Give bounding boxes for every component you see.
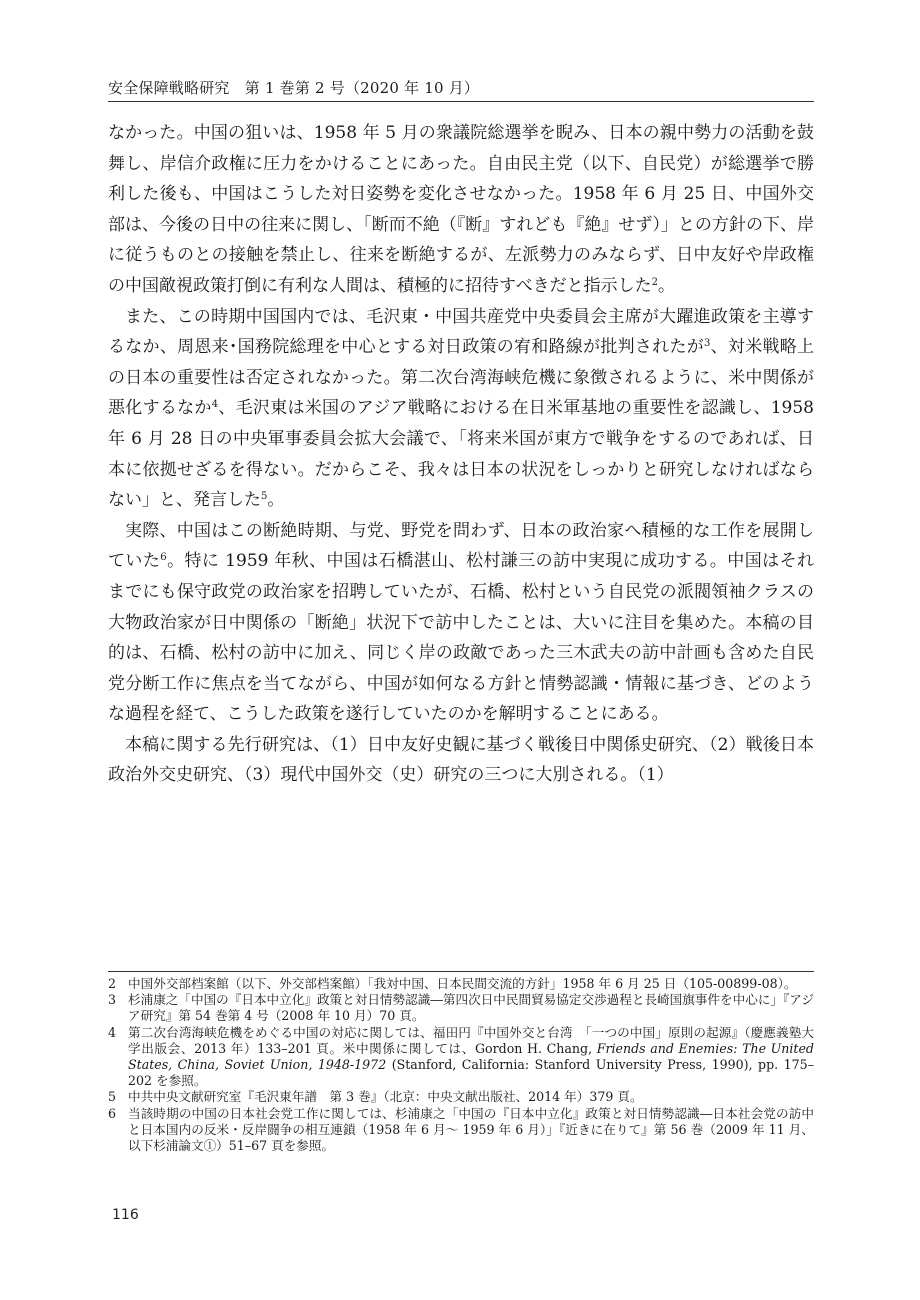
text-span: 当該時期の中国の日本社会党工作に関しては、杉浦康之「中国の『日本中立化』政策と対日情勢認識―日本社会党の訪中と日本国内の反米・反岸闘争の相互連鎖（1958 年 6 月～ 1959 年 6 月）」『近きに在りて』第 56 巻（2009 年 11 月、以下杉浦論文①）51–67 頁を参照。 xyxy=(128,1105,814,1154)
page-number: 116 xyxy=(112,1207,139,1223)
paragraph xyxy=(108,516,814,730)
footnote-text xyxy=(128,992,814,1024)
footnote-ref[interactable]: 2 xyxy=(651,276,659,288)
text-span: 第二次台湾海峡危機をめぐる中国の対応に関しては、福田円『中国外交と台湾 「一つの中国」原則の起源』（慶應義塾大学出版会、2013 年）133–201 頁。米中関係に関しては、Gordon H. Chang, xyxy=(128,1024,814,1056)
text-span: 。 xyxy=(267,490,285,511)
footnote-text xyxy=(128,1025,814,1090)
text-span: (Stanford, California: Stanford University Press, 1990), pp. 175–202 を参照。 xyxy=(128,1057,814,1089)
text-span: 。 xyxy=(658,275,676,296)
text-span: 中国外交部档案館（以下、外交部档案館）「我対中国、日本民間交流的方針」1958 年 6 月 25 日（105-00899-08）。 xyxy=(128,976,797,991)
footnote-ref[interactable]: 6 xyxy=(160,552,167,564)
paragraph xyxy=(108,118,814,302)
footnote-ref[interactable]: 5 xyxy=(261,491,268,503)
footnotes xyxy=(108,976,814,1154)
book-title: Friends and Enemies: The United States, China, Soviet Union, 1948-1972 xyxy=(128,1040,814,1073)
running-header: 安全保障戦略研究 第 1 巻第 2 号（2020 年 10 月） xyxy=(108,79,480,97)
footnote-number: 3 xyxy=(108,992,117,1008)
text-span: また、この時期中国国内では、毛沢東・中国共産党中央委員会主席が大躍進政策を主導するなか、周恩来･国務院総理を中心とする対日政策の宥和路線が批判されたが xyxy=(108,306,814,358)
footnote-text xyxy=(128,976,814,992)
footnote-number: 4 xyxy=(108,1024,117,1040)
footnote-number: 6 xyxy=(108,1105,117,1121)
footnote xyxy=(108,1025,814,1090)
text-span: 、毛沢東は米国のアジア戦略における在日米軍基地の重要性を認識し、1958 年 6 月 28 日の中央軍事委員会拡大会議で、「将来米国が東方で戦争をするのであれば、日本に依拠せざるを得ない。だからこそ、我々は日本の状況をしっかりと研究しなければならない」と、発言した xyxy=(108,398,814,511)
footnote-text xyxy=(128,1089,814,1105)
footnote-number: 2 xyxy=(108,976,117,991)
text-span: 中共中央文献研究室『毛沢東年譜 第 3 巻』（北京：中央文献出版社、2014 年）379 頁。 xyxy=(128,1089,643,1105)
text-span: 実際、中国はこの断絶時期、与党、野党を問わず、日本の政治家へ積極的な工作を展開していた xyxy=(108,520,814,572)
footnote-rule xyxy=(108,971,814,972)
footnote-number: 5 xyxy=(108,1089,117,1105)
footnote xyxy=(108,976,814,992)
footnote xyxy=(108,1106,814,1155)
body-text xyxy=(108,118,814,791)
text-span: 本稿に関する先行研究は、（1）日中友好史観に基づく戦後日中関係史研究、（2）戦後日本政治外交史研究、（3）現代中国外交（史）研究の三つに大別される。（1） xyxy=(108,734,814,786)
footnote-ref[interactable]: 4 xyxy=(211,399,219,411)
footnote xyxy=(108,1089,814,1105)
text-span: 。特に 1959 年秋、中国は石橋湛山、松村謙三の訪中実現に成功する。中国はそれまでにも保守政党の政治家を招聘していたが、石橋、松村という自民党の派閥領袖クラスの大物政治家が日中関係の「断絶」状況下で訪中したことは、大いに注目を集めた。本稿の目的は、石橋、松村の訪中に加え、同じく岸の政敵であった三木武夫の訪中計画も含めた自民党分断工作に焦点を当てながら、中国が如何なる方針と情勢認識・情報に基づき、どのような過程を経て、こうした政策を遂行していたのかを解明することにある。 xyxy=(108,551,814,725)
paragraph xyxy=(108,730,814,791)
footnote xyxy=(108,992,814,1024)
footnote-ref[interactable]: 3 xyxy=(704,338,711,350)
text-span: 杉浦康之「中国の『日本中立化』政策と対日情勢認識―第四次日中民間貿易協定交渉過程と長崎国旗事件を中心に」『アジア研究』第 54 巻第 4 号（2008 年 10 月）70 頁。 xyxy=(128,992,814,1024)
paragraph xyxy=(108,302,814,516)
footnote-text xyxy=(128,1106,814,1155)
header-rule xyxy=(108,101,814,102)
text-span: 、対米戦略上の日本の重要性は否定されなかった。第二次台湾海峡危機に象徴されるように、米中関係が悪化するなか xyxy=(108,337,815,419)
text-span: なかった。中国の狙いは、1958 年 5 月の衆議院総選挙を睨み、日本の親中勢力の活動を鼓舞し、岸信介政権に圧力をかけることにあった。自由民主党（以下、自民党）が総選挙で勝利した後も、中国はこうした対日姿勢を変化させなかった。1958 年 6 月 25 日、中国外交部は、今後の日中の往来に関し、「断而不絶（『断』すれども『絶』せず）」との方針の下、岸に従うものとの接触を禁止し、往来を断絶するが、左派勢力のみならず、日中友好や岸政権の中国敵視政策打倒に有利な人間は、積極的に招待すべきだと指示した xyxy=(108,123,814,296)
